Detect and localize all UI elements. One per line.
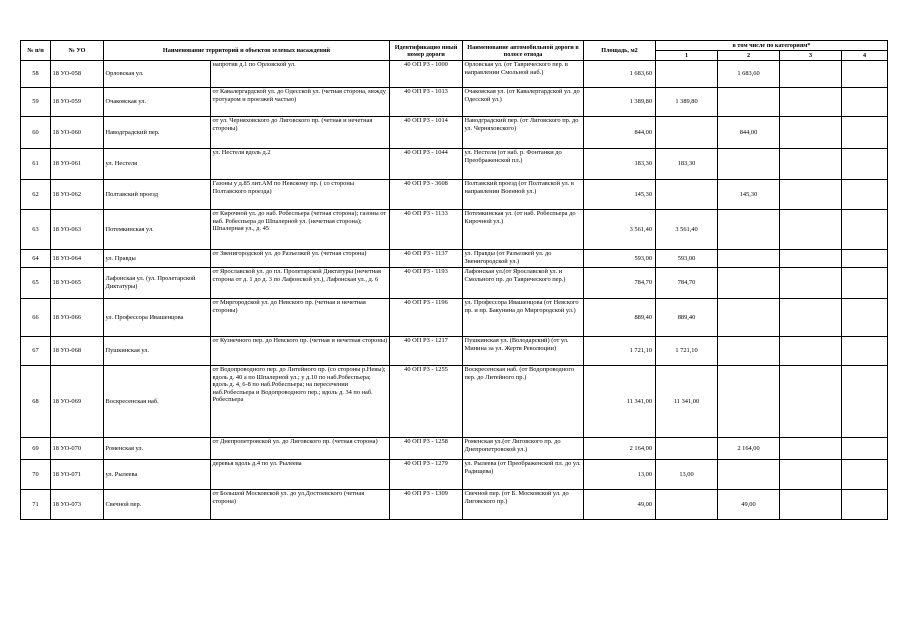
row-cat-4	[842, 250, 888, 268]
row-cat-1: 3 561,40	[656, 210, 718, 250]
row-cat-1: 889,40	[656, 299, 718, 337]
row-road-id: 40 ОП РЗ - 1133	[390, 210, 463, 250]
row-cat-2: 844,00	[718, 117, 780, 149]
header-cat-1: 1	[656, 51, 718, 61]
row-location: от Кузнечного пер. до Невского пр. (четная и нечетная стороны)	[211, 337, 390, 366]
table-body	[21, 61, 888, 520]
header-cat-3: 3	[780, 51, 842, 61]
row-area: 2 164,00	[584, 438, 656, 460]
row-num: 65	[21, 268, 51, 299]
row-road-name: Очаковская ул. (от Кавалергардской ул. до Одесской ул.)	[463, 88, 584, 117]
row-name: Полтавский проезд	[104, 180, 211, 210]
table-row	[21, 88, 888, 117]
row-road-name: ул. Правды (от Разъезжей ул. до Звенигородской ул.)	[463, 250, 584, 268]
row-cat-4	[842, 268, 888, 299]
row-area: 1 721,10	[584, 337, 656, 366]
header-code: № УО	[51, 41, 104, 61]
row-num: 63	[21, 210, 51, 250]
row-cat-1: 1 389,80	[656, 88, 718, 117]
table-row	[21, 337, 888, 366]
table-row	[21, 180, 888, 210]
row-num: 64	[21, 250, 51, 268]
table-row	[21, 61, 888, 88]
table-row	[21, 210, 888, 250]
row-location: ул. Нестеля вдоль д.2	[211, 149, 390, 180]
row-cat-1	[656, 438, 718, 460]
row-name: ул. Профессора Ивашенцова	[104, 299, 211, 337]
table-row	[21, 460, 888, 490]
row-num: 61	[21, 149, 51, 180]
row-road-name: Роменская ул.(от Лиговского пр. до Днепропетровской ул.)	[463, 438, 584, 460]
row-road-name: ул. Профессора Ивашенцова (от Невского пр. и пр. Бакунина до Миргородской ул.)	[463, 299, 584, 337]
row-cat-2	[718, 250, 780, 268]
row-cat-3	[780, 299, 842, 337]
row-cat-2	[718, 337, 780, 366]
row-cat-2: 1 683,60	[718, 61, 780, 88]
row-area: 11 341,00	[584, 366, 656, 438]
row-location: от Миргородской ул. до Невского пр. (четная и нечетная стороны)	[211, 299, 390, 337]
row-area: 183,30	[584, 149, 656, 180]
row-cat-3	[780, 149, 842, 180]
row-road-id: 40 ОП РЗ - 1000	[390, 61, 463, 88]
row-cat-2	[718, 210, 780, 250]
row-cat-2	[718, 299, 780, 337]
table-row	[21, 268, 888, 299]
row-road-name: ул. Рылеева (от Преображенской пл. до ул. Радищева)	[463, 460, 584, 490]
row-cat-3	[780, 88, 842, 117]
row-area: 889,40	[584, 299, 656, 337]
row-name: Роменская ул.	[104, 438, 211, 460]
row-name: Орловская ул.	[104, 61, 211, 88]
row-code: 18 УО-060	[51, 117, 104, 149]
row-num: 58	[21, 61, 51, 88]
row-cat-1	[656, 490, 718, 520]
header-area: Площадь, м2	[584, 41, 656, 61]
row-name: Воскресенская наб.	[104, 366, 211, 438]
row-location: напротив д.1 по Орловской ул.	[211, 61, 390, 88]
table-row	[21, 299, 888, 337]
row-road-name: Свечной пер. (от Б. Московской ул. до Лиговского пр.)	[463, 490, 584, 520]
row-road-name: Потемкинская ул. (от наб. Робеспьера до Кирочной ул.)	[463, 210, 584, 250]
row-road-name: Пушкинская ул. (Володарский) (от ул. Минина за ул. Жертв Революции)	[463, 337, 584, 366]
row-area: 13,00	[584, 460, 656, 490]
row-name: Свечной пер.	[104, 490, 211, 520]
row-cat-3	[780, 438, 842, 460]
table-row	[21, 149, 888, 180]
row-cat-4	[842, 88, 888, 117]
table-row	[21, 117, 888, 149]
row-location: от Водопроводного пер. до Литейного пр. (со стороны р.Невы); вдоль д. 40 а по Шпалерной ул.; у д.10 по наб.Робеспьера; вдоль д. 4, 6-8 по наб.Робеспьера; на пересечении наб.Робеспьера и Водопроводного пер.; вдоль д. 34 по наб. Робеспьера	[211, 366, 390, 438]
row-num: 67	[21, 337, 51, 366]
row-code: 18 УО-065	[51, 268, 104, 299]
row-code: 18 УО-069	[51, 366, 104, 438]
row-code: 18 УО-071	[51, 460, 104, 490]
row-area: 3 561,40	[584, 210, 656, 250]
row-cat-4	[842, 299, 888, 337]
row-cat-1	[656, 61, 718, 88]
row-cat-3	[780, 268, 842, 299]
row-road-id: 40 ОП РЗ - 1255	[390, 366, 463, 438]
row-road-id: 40 ОП РЗ - 1193	[390, 268, 463, 299]
row-cat-1: 183,30	[656, 149, 718, 180]
row-cat-1: 1 721,10	[656, 337, 718, 366]
row-cat-1: 13,00	[656, 460, 718, 490]
table-row	[21, 250, 888, 268]
row-code: 18 УО-059	[51, 88, 104, 117]
row-cat-1: 593,00	[656, 250, 718, 268]
green-spaces-sheet	[20, 40, 887, 520]
header-categories: в том числе по категориям*	[656, 41, 888, 51]
row-cat-4	[842, 180, 888, 210]
row-location: от ул. Черняховского до Лиговского пр. (четная и нечетная стороны)	[211, 117, 390, 149]
row-location: от Большой Московской ул. до ул.Достоевского (четная сторона)	[211, 490, 390, 520]
row-cat-2	[718, 149, 780, 180]
row-code: 18 УО-063	[51, 210, 104, 250]
row-cat-3	[780, 490, 842, 520]
row-road-name: Наводградский пер. (от Лиговского пр. до ул. Черняховского)	[463, 117, 584, 149]
row-road-id: 40 ОП РЗ - 1196	[390, 299, 463, 337]
row-num: 70	[21, 460, 51, 490]
row-name: Очаковская ул.	[104, 88, 211, 117]
row-name: Потемкинская ул.	[104, 210, 211, 250]
header-road-name: Наименование автомобильной дороги в полосе отвода	[463, 41, 584, 61]
row-road-name: Воскресенская наб. (от Водопроводного пер. до Литейного пр.)	[463, 366, 584, 438]
row-name: Наводградский пер.	[104, 117, 211, 149]
row-cat-2	[718, 268, 780, 299]
row-code: 18 УО-064	[51, 250, 104, 268]
table-row	[21, 490, 888, 520]
row-area: 49,00	[584, 490, 656, 520]
row-location: от Ярославской ул. до пл. Пролетарской Диктатуры (нечетная сторона от д. 1 до д. 3 по Лафонской ул.), Лафонская ул., д. 6	[211, 268, 390, 299]
table-row	[21, 366, 888, 438]
row-cat-3	[780, 366, 842, 438]
row-cat-2	[718, 460, 780, 490]
row-cat-4	[842, 460, 888, 490]
row-area: 1 683,60	[584, 61, 656, 88]
row-name: ул. Правды	[104, 250, 211, 268]
row-code: 18 УО-073	[51, 490, 104, 520]
row-road-name: ул. Нестеля (от наб. р. Фонтанки до Преображенской пл.)	[463, 149, 584, 180]
row-cat-3	[780, 180, 842, 210]
row-cat-3	[780, 61, 842, 88]
header-road-id: Идентификацио нный номер дороги	[390, 41, 463, 61]
row-code: 18 УО-068	[51, 337, 104, 366]
row-area: 784,70	[584, 268, 656, 299]
row-road-id: 40 ОП РЗ - 1013	[390, 88, 463, 117]
row-name: ул. Рылеева	[104, 460, 211, 490]
row-name: Пушкинская ул.	[104, 337, 211, 366]
row-cat-4	[842, 337, 888, 366]
row-road-id: 40 ОП РЗ - 1217	[390, 337, 463, 366]
row-road-id: 40 ОП РЗ - 1044	[390, 149, 463, 180]
row-num: 66	[21, 299, 51, 337]
row-code: 18 УО-058	[51, 61, 104, 88]
row-name: Лафонская ул. (ул. Пролетарской Диктатуры)	[104, 268, 211, 299]
row-cat-3	[780, 210, 842, 250]
row-cat-4	[842, 210, 888, 250]
row-area: 1 389,80	[584, 88, 656, 117]
row-road-name: Орловская ул. (от Таврического пер. в направлении Смольной наб.)	[463, 61, 584, 88]
row-name: ул. Нестеля	[104, 149, 211, 180]
row-location: от Кавалергардской ул. до Одесской ул. (четная сторона, между тротуаром и проезжей частью)	[211, 88, 390, 117]
row-num: 68	[21, 366, 51, 438]
row-road-id: 40 ОП РЗ - 3608	[390, 180, 463, 210]
row-location: Газоны у д.85 лит.АМ по Невскому пр. ( со стороны Полтавского проезда)	[211, 180, 390, 210]
row-location: от Днепропетровской ул. до Лиговского пр. (четная сторона)	[211, 438, 390, 460]
row-cat-1: 11 341,00	[656, 366, 718, 438]
row-road-id: 40 ОП РЗ - 1137	[390, 250, 463, 268]
row-road-name: Полтавский проезд (от Полтавской ул. в направлении Военной ул.)	[463, 180, 584, 210]
row-location: деревья вдоль д.4 по ул. Рылеева	[211, 460, 390, 490]
row-area: 844,00	[584, 117, 656, 149]
row-cat-4	[842, 61, 888, 88]
row-cat-3	[780, 250, 842, 268]
row-road-id: 40 ОП РЗ - 1014	[390, 117, 463, 149]
row-road-id: 40 ОП РЗ - 1309	[390, 490, 463, 520]
row-area: 593,00	[584, 250, 656, 268]
row-cat-2: 2 164,00	[718, 438, 780, 460]
header-num: № п/п	[21, 41, 51, 61]
row-cat-4	[842, 117, 888, 149]
row-cat-4	[842, 366, 888, 438]
row-cat-3	[780, 337, 842, 366]
row-code: 18 УО-061	[51, 149, 104, 180]
row-cat-1	[656, 180, 718, 210]
header-name: Наименование территорий и объектов зеленых насаждений	[104, 41, 390, 61]
row-cat-2: 49,00	[718, 490, 780, 520]
row-cat-2	[718, 366, 780, 438]
row-cat-2	[718, 88, 780, 117]
row-cat-3	[780, 460, 842, 490]
row-num: 71	[21, 490, 51, 520]
row-cat-2: 145,30	[718, 180, 780, 210]
row-road-id: 40 ОП РЗ - 1258	[390, 438, 463, 460]
row-num: 69	[21, 438, 51, 460]
row-cat-4	[842, 149, 888, 180]
row-num: 62	[21, 180, 51, 210]
green-spaces-table	[20, 40, 888, 520]
row-cat-1	[656, 117, 718, 149]
row-cat-4	[842, 490, 888, 520]
header-cat-4: 4	[842, 51, 888, 61]
row-code: 18 УО-062	[51, 180, 104, 210]
row-cat-4	[842, 438, 888, 460]
row-code: 18 УО-066	[51, 299, 104, 337]
row-road-name: Лафонская ул.(от Ярославской ул. и Смольного пр. до Таврического пер.)	[463, 268, 584, 299]
row-num: 60	[21, 117, 51, 149]
row-location: от Звенигородской ул. до Разъезжей ул. (четная сторона)	[211, 250, 390, 268]
row-location: от Кирочной ул. до наб. Робеспьера (четная сторона); газоны от наб. Робеспьера до Шпалерной ул. (нечетная сторона); Шпалерная ул., д. 45	[211, 210, 390, 250]
row-area: 145,30	[584, 180, 656, 210]
row-num: 59	[21, 88, 51, 117]
row-cat-3	[780, 117, 842, 149]
row-code: 18 УО-070	[51, 438, 104, 460]
row-road-id: 40 ОП РЗ - 1279	[390, 460, 463, 490]
header-cat-2: 2	[718, 51, 780, 61]
row-cat-1: 784,70	[656, 268, 718, 299]
table-row	[21, 438, 888, 460]
